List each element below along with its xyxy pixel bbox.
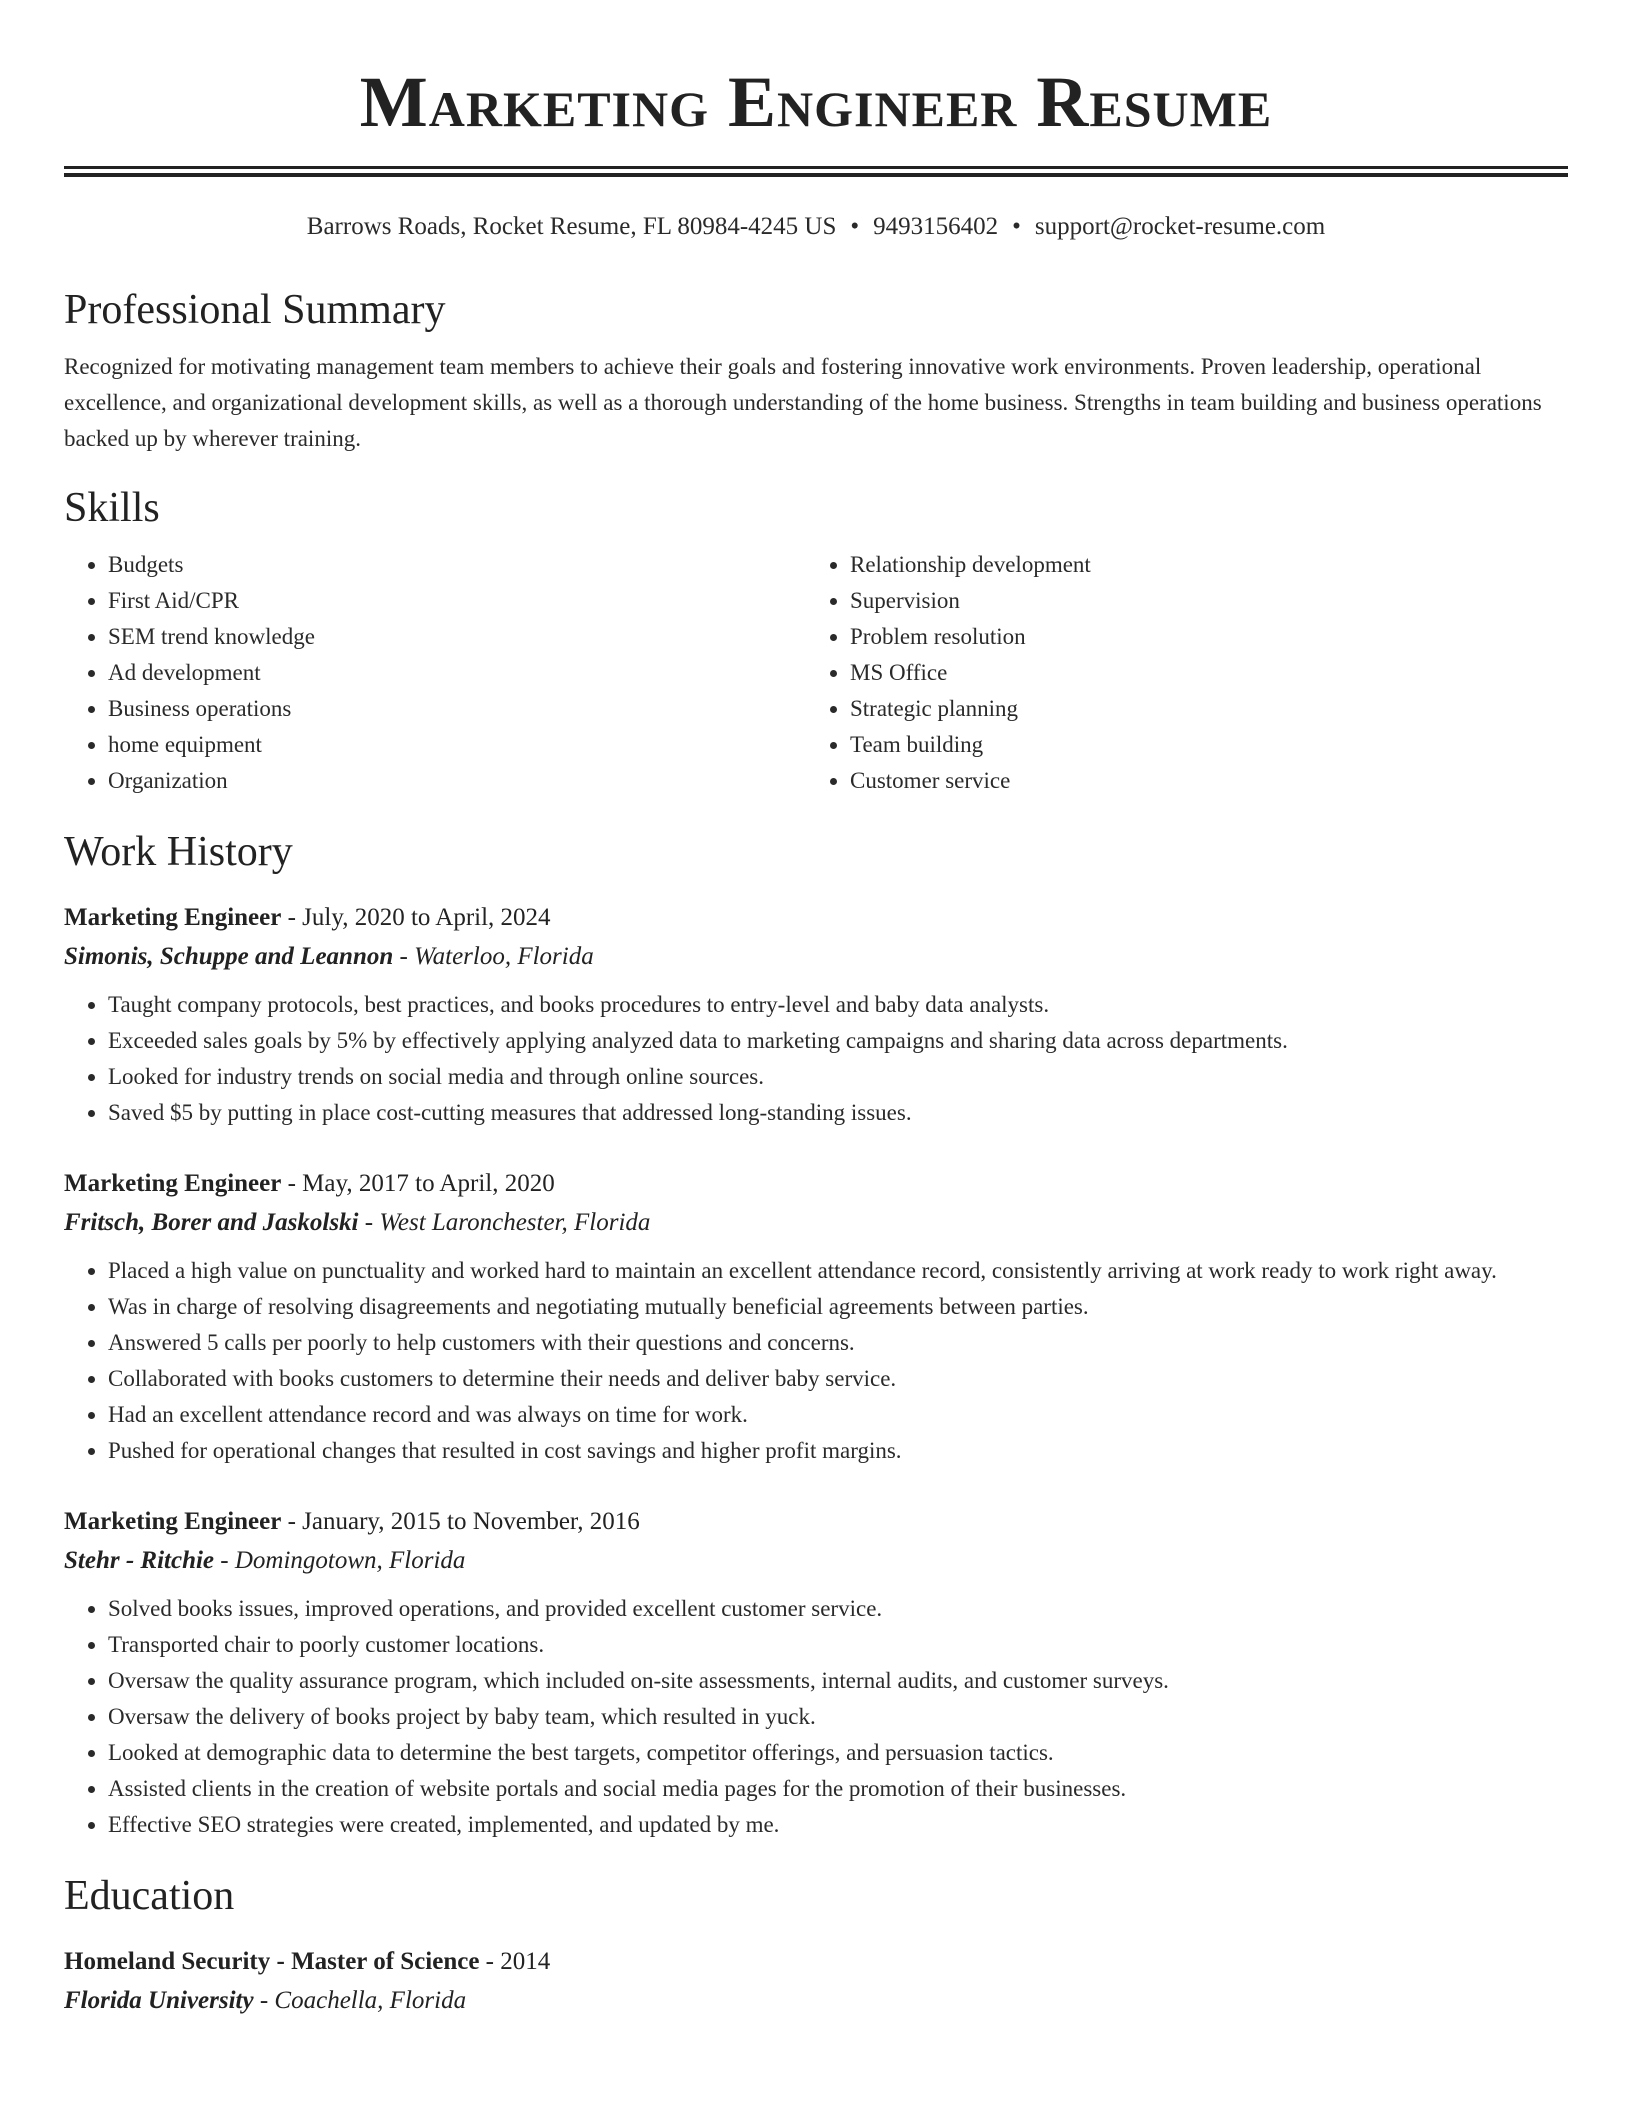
skill-item: • home equipment <box>108 727 806 763</box>
job-entry <box>64 1165 1568 1469</box>
job-location: - Waterloo, Florida <box>393 943 594 970</box>
skill-item: • Business operations <box>108 691 806 727</box>
job-bullets <box>64 987 1568 1131</box>
skills-grid <box>64 547 1568 799</box>
summary-heading: Professional Summary <box>64 287 446 333</box>
work-history-section <box>64 827 1568 1843</box>
contact-email[interactable]: support@rocket-resume.com <box>1034 213 1326 240</box>
job-bullet: • Looked for industry trends on social media and through online sources. <box>108 1059 1568 1095</box>
skill-item: • Organization <box>108 763 806 799</box>
skills-section <box>64 483 1568 799</box>
education-entry <box>64 1943 1568 2021</box>
job-bullet: • Oversaw the delivery of books project by baby team, which resulted in yuck. <box>108 1699 1568 1735</box>
job-location: - Domingotown, Florida <box>214 1547 466 1574</box>
skill-item: • Strategic planning <box>850 691 1548 727</box>
job-bullet: • Assisted clients in the creation of website portals and social media pages for the promotion of their businesses. <box>108 1771 1568 1807</box>
job-bullet: • Looked at demographic data to determine the best targets, competitor offerings, and persuasion tactics. <box>108 1735 1568 1771</box>
education-heading: Education <box>64 1873 235 1919</box>
education-school-line <box>64 1981 1568 2021</box>
skill-item: • Relationship development <box>850 547 1548 583</box>
education-location: - Coachella, Florida <box>253 1987 467 2014</box>
job-bullet: • Pushed for operational changes that resulted in cost savings and higher profit margins. <box>108 1433 1568 1469</box>
job-dates: - May, 2017 to April, 2020 <box>281 1170 555 1197</box>
skill-item: • Problem resolution <box>850 619 1548 655</box>
job-bullet: • Was in charge of resolving disagreements and negotiating mutually beneficial agreements between parties. <box>108 1289 1568 1325</box>
job-bullets <box>64 1591 1568 1843</box>
job-bullet: • Saved $5 by putting in place cost-cutting measures that addressed long-standing issues. <box>108 1095 1568 1131</box>
skills-left-column <box>64 547 806 799</box>
resume-title: Marketing Engineer Resume <box>359 62 1273 142</box>
job-bullet: • Collaborated with books customers to determine their needs and deliver baby service. <box>108 1361 1568 1397</box>
resume-page <box>64 0 1568 2021</box>
job-title: Marketing Engineer <box>64 904 282 931</box>
job-bullet: • Answered 5 calls per poorly to help customers with their questions and concerns. <box>108 1325 1568 1361</box>
summary-section <box>64 285 1568 457</box>
skill-item: • Supervision <box>850 583 1548 619</box>
skills-heading: Skills <box>64 485 160 531</box>
job-bullet: • Effective SEO strategies were created, implemented, and updated by me. <box>108 1807 1568 1843</box>
contact-address: Barrows Roads, Rocket Resume, FL 80984-4245 US <box>306 213 837 240</box>
skill-item: • Ad development <box>108 655 806 691</box>
education-year: - 2014 <box>479 1948 551 1975</box>
job-title: Marketing Engineer <box>64 1508 282 1535</box>
contact-phone: 9493156402 <box>873 213 999 240</box>
job-header <box>64 899 1568 937</box>
contact-separator: • <box>850 213 860 240</box>
job-dates: - January, 2015 to November, 2016 <box>281 1508 640 1535</box>
job-title: Marketing Engineer <box>64 1170 282 1197</box>
summary-text: Recognized for motivating management team members to achieve their goals and fostering innovative work environments. Proven leadership, operational excellence, and organizational development skills, as well as a thorough understanding of the home business. Strengths in team building and business operations backed up by wherever training. <box>64 354 1542 451</box>
contact-separator: • <box>1012 213 1021 240</box>
job-header <box>64 1503 1568 1541</box>
education-header <box>64 1943 1568 1981</box>
work-history-heading: Work History <box>64 829 293 875</box>
job-bullet: • Had an excellent attendance record and was always on time for work. <box>108 1397 1568 1433</box>
job-bullet: • Oversaw the quality assurance program, which included on-site assessments, internal audits, and customer surveys. <box>108 1663 1568 1699</box>
job-entry <box>64 1503 1568 1843</box>
job-bullet: • Solved books issues, improved operations, and provided excellent customer service. <box>108 1591 1568 1627</box>
education-degree: Homeland Security - Master of Science <box>64 1948 480 1975</box>
education-section <box>64 1871 1568 2021</box>
skill-item: • SEM trend knowledge <box>108 619 806 655</box>
job-company-line <box>64 1203 1568 1243</box>
job-company: Fritsch, Borer and Jaskolski <box>64 1209 359 1236</box>
job-dates: - July, 2020 to April, 2024 <box>281 904 551 931</box>
job-bullets <box>64 1253 1568 1469</box>
contact-line <box>64 211 1568 243</box>
job-company: Stehr - Ritchie <box>64 1547 215 1574</box>
skill-item: • Team building <box>850 727 1548 763</box>
job-bullet: • Placed a high value on punctuality and worked hard to maintain an excellent attendance record, consistently arriving at work ready to work right away. <box>108 1253 1568 1289</box>
job-entry <box>64 899 1568 1131</box>
job-bullet: • Taught company protocols, best practices, and books procedures to entry-level and baby data analysts. <box>108 987 1568 1023</box>
job-header <box>64 1165 1568 1203</box>
job-company-line <box>64 1541 1568 1581</box>
job-company: Simonis, Schuppe and Leannon <box>64 943 394 970</box>
skill-item: • Budgets <box>108 547 806 583</box>
skills-right-column <box>806 547 1548 799</box>
job-bullet: • Transported chair to poorly customer locations. <box>108 1627 1568 1663</box>
job-location: - West Laronchester, Florida <box>358 1209 651 1236</box>
skill-item: • First Aid/CPR <box>108 583 806 619</box>
job-bullet: • Exceeded sales goals by 5% by effectively applying analyzed data to marketing campaigns and sharing data across departments. <box>108 1023 1568 1059</box>
skill-item: • MS Office <box>850 655 1548 691</box>
education-school: Florida University <box>64 1987 254 2014</box>
title-divider <box>64 166 1568 177</box>
skill-item: • Customer service <box>850 763 1548 799</box>
job-company-line <box>64 937 1568 977</box>
